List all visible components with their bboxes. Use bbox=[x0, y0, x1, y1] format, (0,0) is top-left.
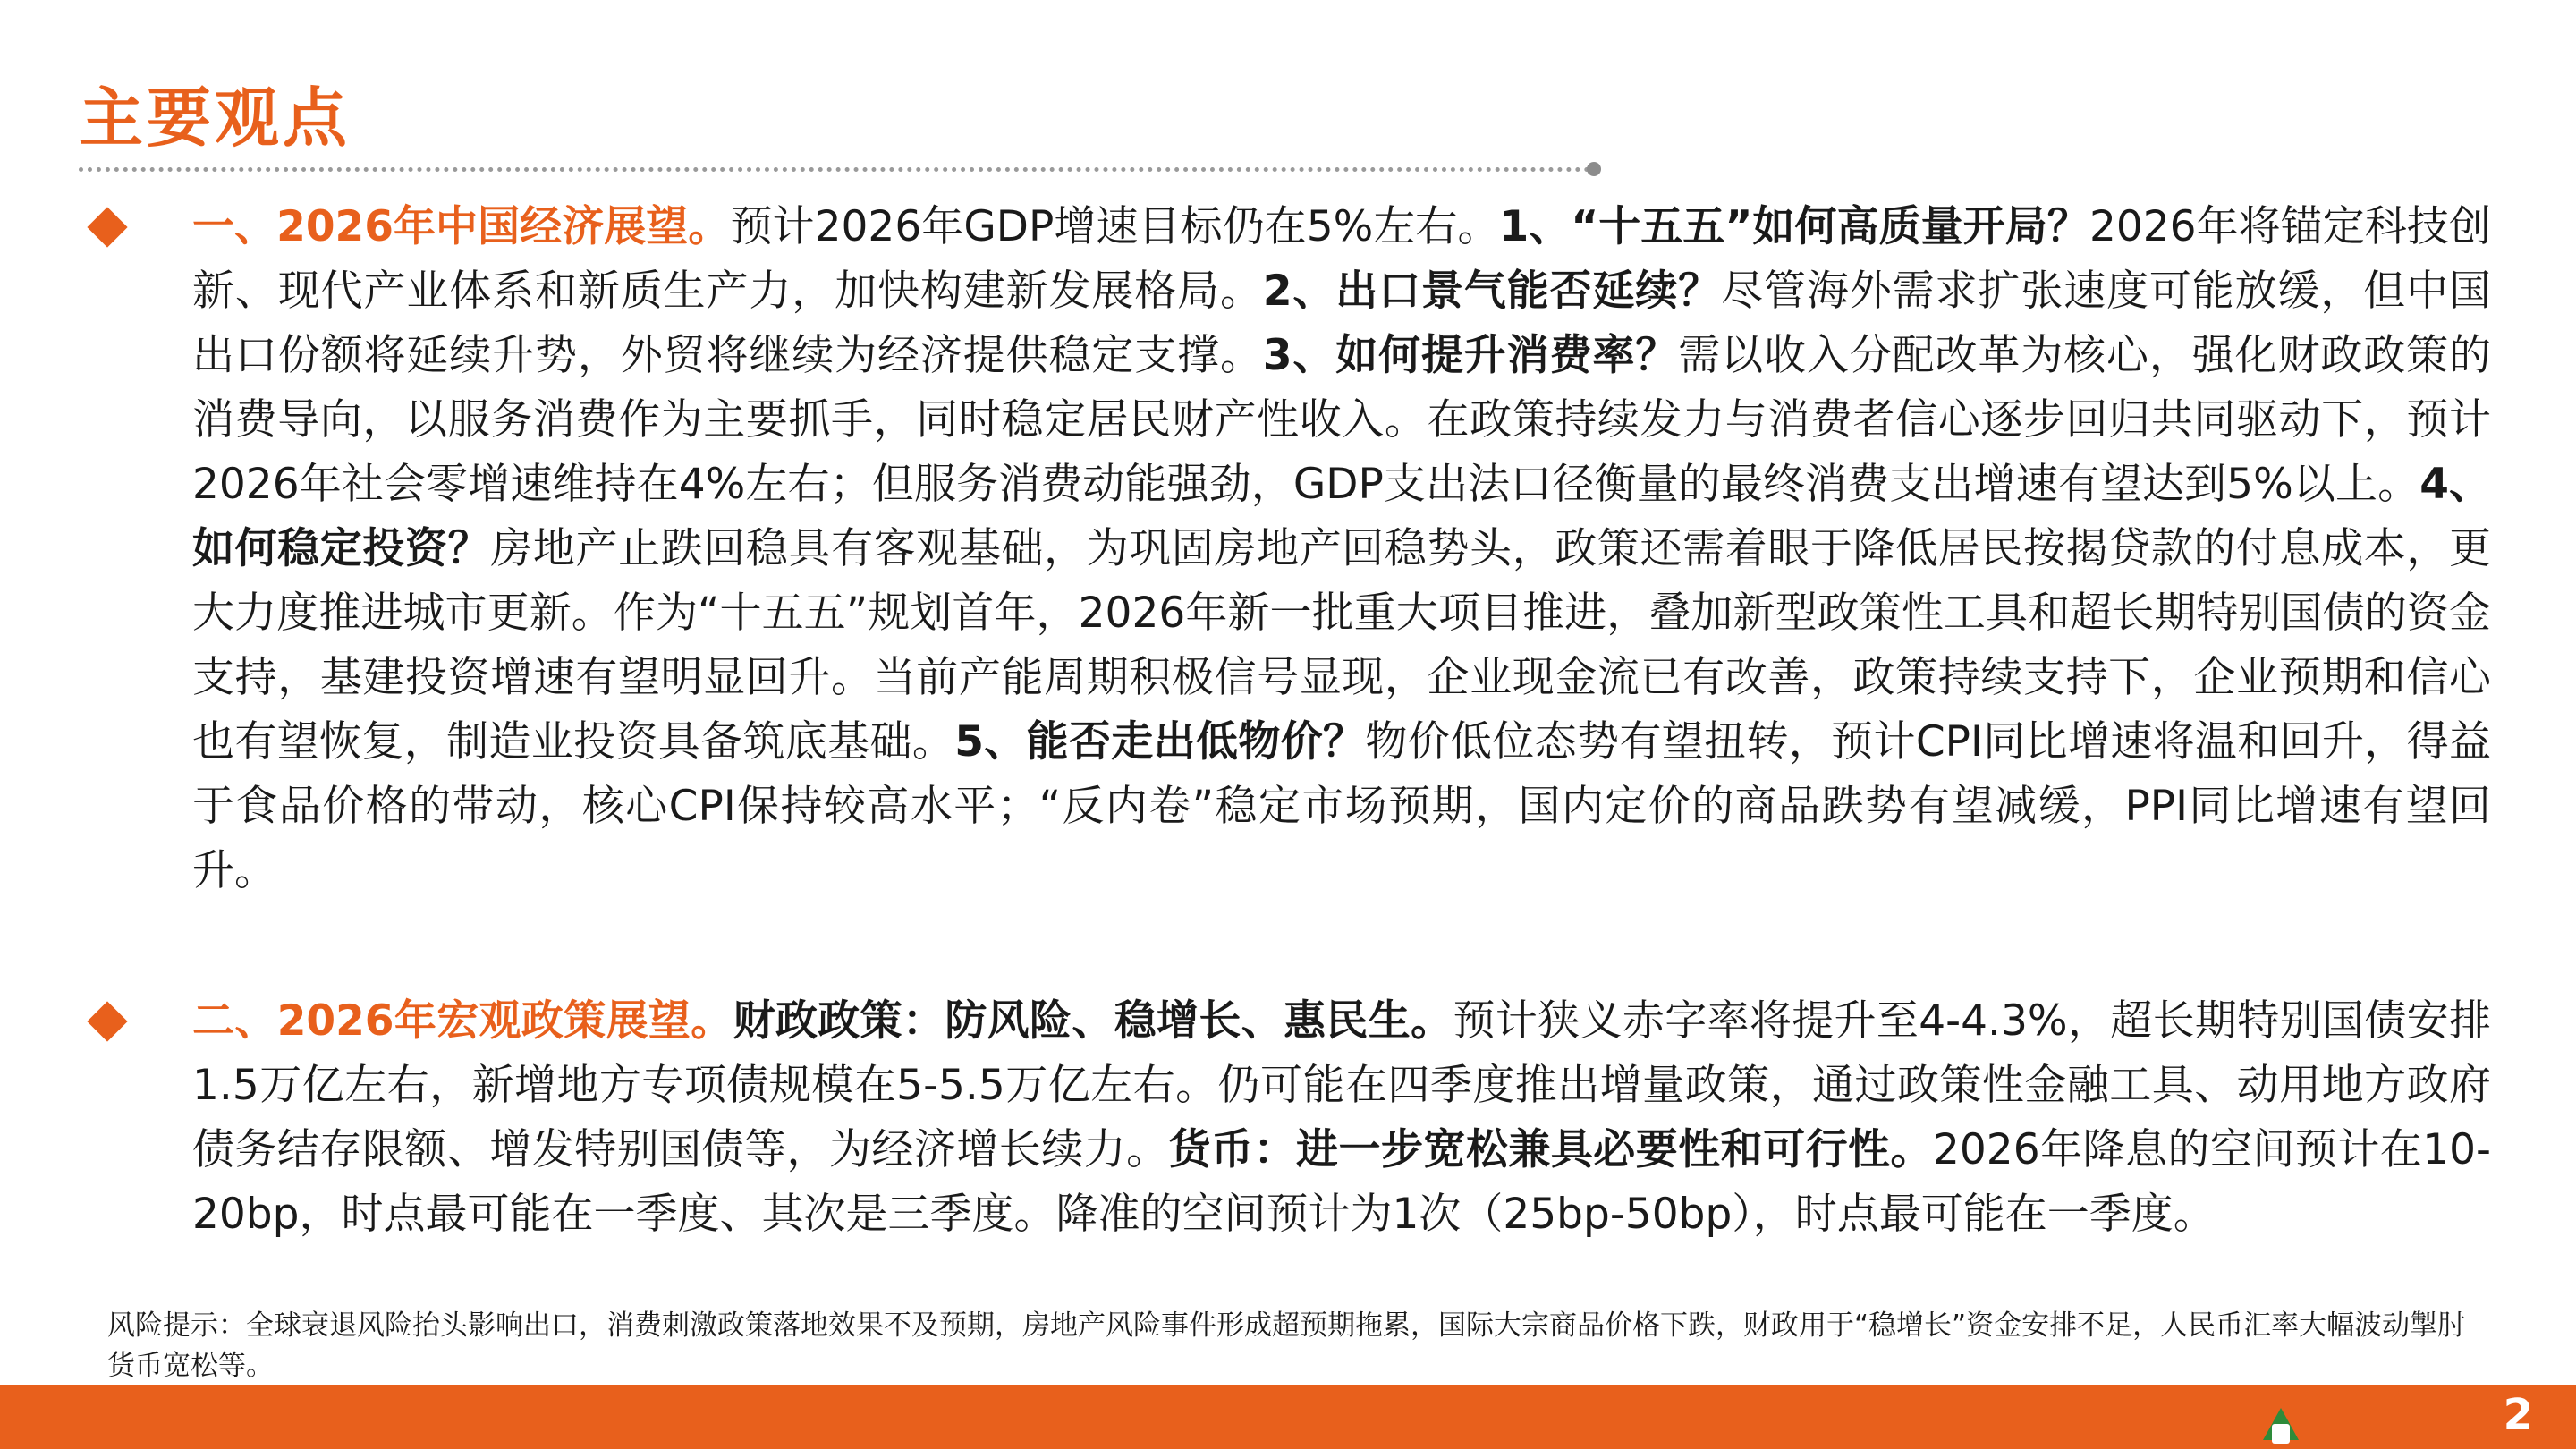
policy-heading: 货币：进一步宽松兼具必要性和可行性。 bbox=[1168, 1125, 1933, 1174]
section-heading: 一、2026年中国经济展望。 bbox=[192, 202, 731, 251]
risk-note: 风险提示：全球衰退风险抬头影响出口，消费刺激政策落地效果不及预期，房地产风险事件形成超预期拖累，国际大宗商品价格下跌，财政用于“稳增长”资金安排不足，人民币汇率大幅波动掣肘货币宽松等。 bbox=[107, 1309, 2466, 1382]
text-segment: 物价低位态势有望扭转，预计CPI同比增速将温和回升，得益于食品价格的带动，核心CPI保持较高水平；“反内卷”稳定市场预期，国内定价的商品跌势有望减缓，PPI同比增速有望回升。 bbox=[192, 717, 2491, 895]
divider-end-dot bbox=[1587, 162, 1601, 176]
footer-bar bbox=[0, 1385, 2576, 1449]
text-segment: 2026年将锚定科技创新、现代产业体系和新质生产力，加快构建新发展格局。 bbox=[192, 202, 2491, 316]
text-segment: 预计2026年GDP增速目标仍在5%左右。 bbox=[730, 202, 1500, 251]
text-segment: 需以收入分配改革为核心，强化财政政策的消费导向，以服务消费作为主要抓手，同时稳定居民财产性收入。在政策持续发力与消费者信心逐步回归共同驱动下，预计2026年社会零增速维持在4%左右；但服务消费动能强劲，GDP支出法口径衡量的最终消费支出增速有望达到5%以上。 bbox=[192, 331, 2492, 509]
title-divider bbox=[79, 167, 1590, 172]
question-heading: 5、能否走出低物价？ bbox=[954, 717, 1366, 767]
text-segment: 预计狭义赤字率将提升至4-4.3%，超长期特别国债安排1.5万亿左右，新增地方专项债规模在5-5.5万亿左右。仍可能在四季度推出增量政策，通过政策性金融工具、动用地方政府债务结存限额、增发特别国债等，为经济增长续力。 bbox=[192, 996, 2491, 1174]
diamond-bullet-icon bbox=[87, 1001, 127, 1041]
text-segment: 房地产止跌回稳具有客观基础，为巩固房地产回稳势头，政策还需着眼于降低居民按揭贷款的付息成本，更大力度推进城市更新。作为“十五五”规划首年，2026年新一批重大项目推进，叠加新型政策性工具和超长期特别国债的资金支持，基建投资增速有望明显回升。当前产能周期积极信号显现，企业现金流已有改善，政策持续支持下，企业预期和信心也有望恢复，制造业投资具备筑底基础。 bbox=[192, 524, 2492, 767]
page-title: 主要观点 bbox=[79, 80, 352, 156]
question-heading: 1、“十五五”如何高质量开局？ bbox=[1499, 202, 2089, 251]
text-segment: 2026年降息的空间预计在10-20bp，时点最可能在一季度、其次是三季度。降准的空间预计为1次（25bp-50bp），时点最可能在一季度。 bbox=[192, 1125, 2492, 1239]
policy-heading: 财政政策：防风险、稳增长、惠民生。 bbox=[733, 996, 1453, 1046]
section-heading: 二、2026年宏观政策展望。 bbox=[192, 996, 733, 1046]
question-heading: 4、如何稳定投资？ bbox=[192, 460, 2492, 573]
question-heading: 3、如何提升消费率？ bbox=[1262, 331, 1679, 380]
section-economy-outlook bbox=[192, 195, 2491, 903]
company-logo-inner bbox=[2272, 1424, 2290, 1444]
page-number: 2 bbox=[2503, 1390, 2533, 1440]
section-policy-outlook bbox=[192, 989, 2491, 1247]
question-heading: 2、出口景气能否延续？ bbox=[1262, 267, 1722, 316]
diamond-bullet-icon bbox=[87, 207, 127, 247]
text-segment: 尽管海外需求扩张速度可能放缓，但中国出口份额将延续升势，外贸将继续为经济提供稳定支撑。 bbox=[192, 267, 2492, 380]
